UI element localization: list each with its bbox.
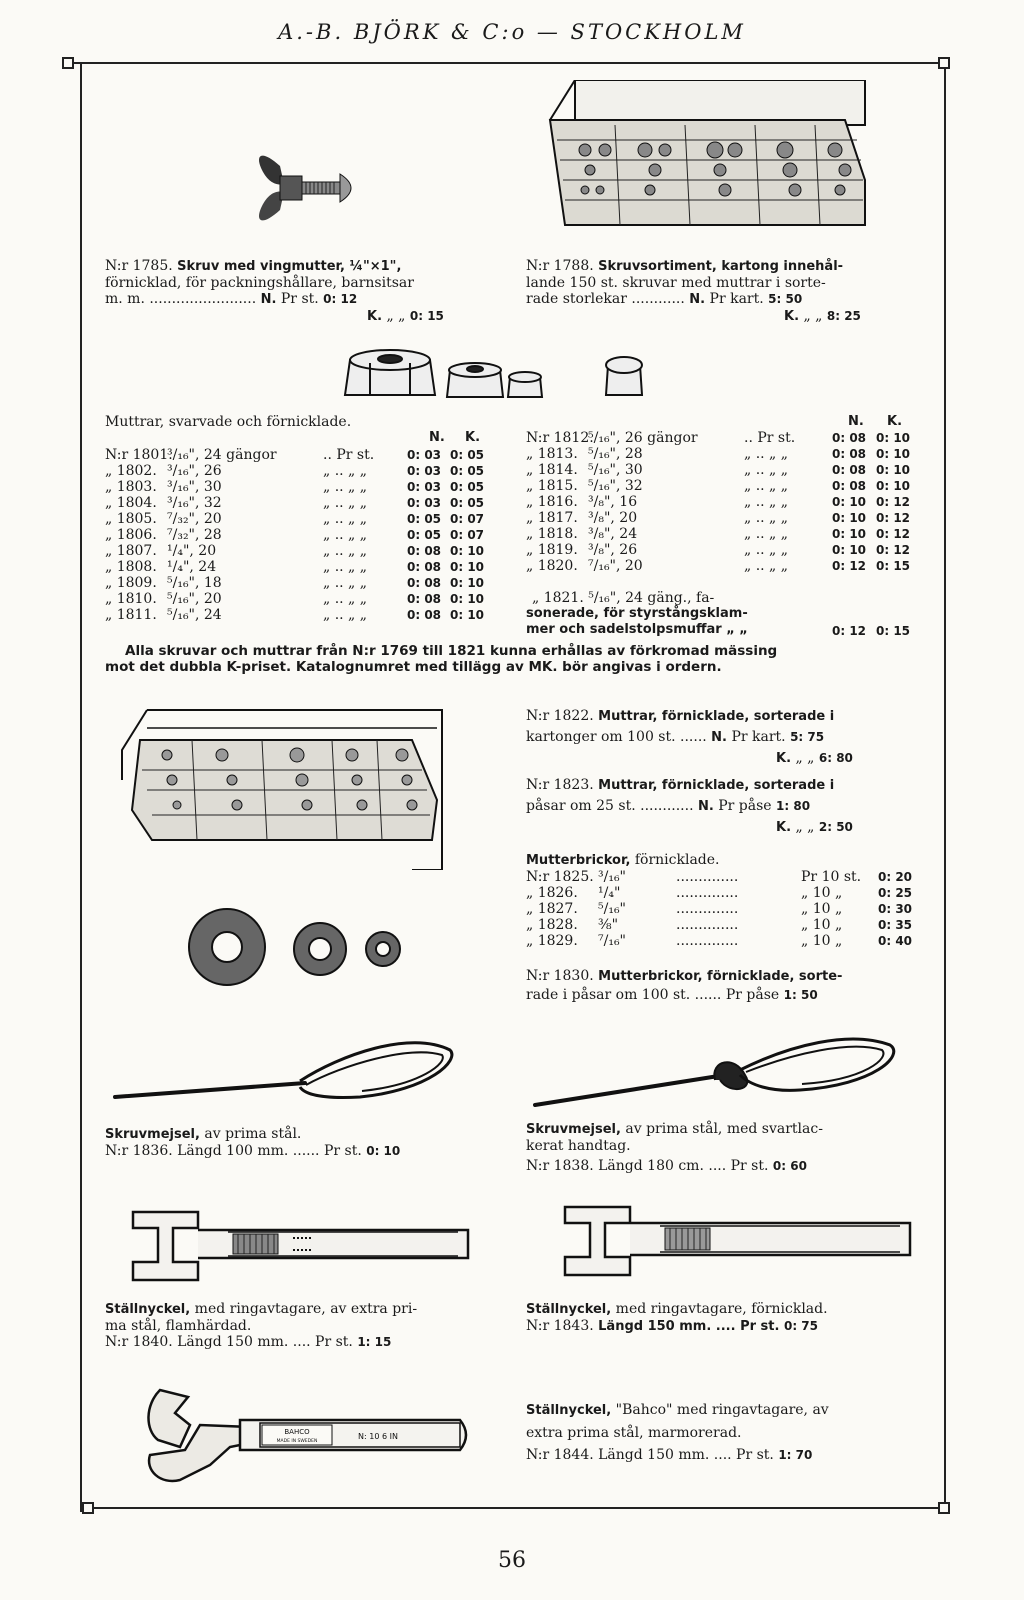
product-description: lande 150 st. skruvar med muttrar i sorte- <box>526 275 826 291</box>
price-k: 0: 10 <box>450 560 485 574</box>
price-k: 0: 10 <box>450 576 485 590</box>
price: 0: 40 <box>878 934 913 948</box>
price-k: 0: 05 <box>450 448 485 462</box>
page-number: 56 <box>498 1548 526 1573</box>
item-unit: Pr 10 st. <box>801 869 862 885</box>
item-number: „ 1809. <box>105 575 157 591</box>
product-description: „ 1821. ⁵/₁₆", 24 gäng., fa- <box>532 590 715 606</box>
price-class-k: K. <box>776 751 792 766</box>
leader-dots: .............. <box>676 869 739 885</box>
price-n: 5: 50 <box>768 292 803 306</box>
price-k: 0: 12 <box>876 527 911 541</box>
item-size: ⁵/₁₆", 26 gängor <box>588 430 698 446</box>
price-n: 0: 08 <box>832 447 867 461</box>
item-number: „ 1814. <box>526 462 578 478</box>
item-size: ⁵/₁₆", 28 <box>588 446 643 462</box>
table-row <box>105 607 505 623</box>
item-number: „ 1826. <box>526 885 578 901</box>
item-number: „ 1813. <box>526 446 578 462</box>
price-n: 0: 10 <box>832 527 867 541</box>
product-description: kartonger om 100 st. ...... <box>526 729 712 745</box>
price-k: 6: 80 <box>818 751 853 765</box>
price-class-k: K. <box>776 820 792 835</box>
wrench-1843-icon <box>560 1195 915 1290</box>
product-1821 <box>532 590 714 606</box>
price-n: 0: 12 <box>832 624 867 638</box>
item-size: ¹/₄", 20 <box>167 543 217 559</box>
item-unit: „ .. „ „ <box>323 575 368 591</box>
price-unit: Pr st. <box>276 291 324 307</box>
item-number: „ 1815. <box>526 478 578 494</box>
product-number: N:r 1822. <box>526 708 599 724</box>
table-row <box>526 430 946 446</box>
table-row <box>105 511 505 527</box>
ditto-marks: „ „ <box>799 308 827 324</box>
product-1844 <box>526 1399 829 1466</box>
item-size: ³/₁₆", 24 gängor <box>167 447 277 463</box>
table-row <box>526 478 946 494</box>
price-class-n: N. <box>260 292 277 307</box>
item-size: ³/₈", 26 <box>588 542 638 558</box>
item-unit: „ .. „ „ <box>323 463 368 479</box>
item-unit: „ .. „ „ <box>744 542 789 558</box>
price-k: 0: 10 <box>450 608 485 622</box>
item-unit: „ .. „ „ <box>323 495 368 511</box>
item-unit: „ 10 „ <box>801 933 843 949</box>
nut-assortment-box-icon <box>112 700 447 870</box>
price-n: 0: 03 <box>407 496 442 510</box>
item-unit: „ .. „ „ <box>744 462 789 478</box>
item-number: „ 1817. <box>526 510 578 526</box>
table-row <box>105 591 505 607</box>
price-k: 0: 07 <box>450 528 485 542</box>
price-n: 0: 08 <box>407 608 442 622</box>
item-number: „ 1806. <box>105 527 157 543</box>
price-k: 0: 10 <box>876 447 911 461</box>
item-number: „ 1828. <box>526 917 578 933</box>
washers-icon <box>185 905 410 990</box>
item-number: „ 1829. <box>526 933 578 949</box>
price-unit: Pr påse <box>713 798 777 814</box>
item-size: ⁷/₁₆", 20 <box>588 558 643 574</box>
product-number: N:r 1830. <box>526 968 599 984</box>
price: 1: 15 <box>357 1335 392 1349</box>
chrome-note-line2: mot det dubbla K-priset. Katalognumret med tillägg av MK. bör angivas i ordern. <box>105 659 722 675</box>
price-n: 0: 05 <box>407 512 442 526</box>
leader-dots: .............. <box>676 885 739 901</box>
item-size: ³/₈", 16 <box>588 494 638 510</box>
frame-top <box>68 62 950 64</box>
price-n: 0: 03 <box>407 464 442 478</box>
price-k: 0: 12 <box>876 495 911 509</box>
product-1785 <box>105 258 444 325</box>
frame-corner <box>938 1502 950 1514</box>
item-number: „ 1808. <box>105 559 157 575</box>
item-size: ³/₈", 20 <box>588 510 638 526</box>
item-unit: „ .. „ „ <box>744 478 789 494</box>
item-number: N:r 1825. <box>526 869 594 885</box>
item-unit: „ .. „ „ <box>323 559 368 575</box>
page-header: A.-B. BJÖRK & C:o — STOCKHOLM <box>278 20 746 44</box>
frame-corner <box>938 57 950 69</box>
bahco-wrench-icon <box>140 1385 475 1495</box>
product-1840 <box>105 1301 417 1350</box>
product-title: Muttrar, förnicklade, sorterade i <box>598 778 835 793</box>
table-row <box>526 542 946 558</box>
item-number: „ 1802. <box>105 463 157 479</box>
item-unit: .. Pr st. <box>323 447 375 463</box>
washers-title: Mutterbrickor, <box>526 853 631 868</box>
washers-table <box>526 869 946 949</box>
item-number: „ 1816. <box>526 494 578 510</box>
product-title: Ställnyckel, <box>105 1302 191 1317</box>
frame-right <box>944 62 946 1512</box>
product-description: extra prima stål, marmorerad. <box>526 1425 742 1441</box>
price-k: 2: 50 <box>818 820 853 834</box>
leader-dots: .............. <box>676 917 739 933</box>
ditto-marks: „ „ <box>791 750 819 766</box>
item-size: ⁵/₁₆", 32 <box>588 478 643 494</box>
table-row <box>105 463 505 479</box>
item-number: „ 1804. <box>105 495 157 511</box>
product-description: rade storlekar ............ <box>526 291 690 307</box>
price-k: 0: 05 <box>450 496 485 510</box>
item-unit: „ .. „ „ <box>323 511 368 527</box>
column-header-k: K. <box>887 414 903 429</box>
table-row <box>105 543 505 559</box>
leader-dots: .............. <box>676 901 739 917</box>
frame-bottom <box>88 1507 950 1509</box>
table-row <box>526 446 946 462</box>
item-unit: „ .. „ „ <box>744 558 789 574</box>
table-row <box>526 933 946 949</box>
price-n: 0: 05 <box>407 528 442 542</box>
product-number: N:r 1843. <box>526 1318 599 1334</box>
item-number: „ 1820. <box>526 558 578 574</box>
item-unit: .. Pr st. <box>744 430 796 446</box>
table-row <box>105 527 505 543</box>
price: 1: 70 <box>778 1448 813 1462</box>
screwdriver-1836-icon <box>110 1035 460 1120</box>
product-title: Ställnyckel, <box>526 1302 612 1317</box>
item-size: ³/₁₆", 32 <box>167 495 222 511</box>
price-n: 0: 08 <box>832 463 867 477</box>
item-size: ³/₁₆", 26 <box>167 463 222 479</box>
product-description: N:r 1840. Längd 150 mm. .... Pr st. <box>105 1334 358 1350</box>
price-n: 0: 08 <box>832 431 867 445</box>
hex-nuts-icon <box>340 345 670 410</box>
item-size: ¹/₄" <box>598 885 621 901</box>
price-k: 0: 15 <box>409 309 444 323</box>
item-number: „ 1803. <box>105 479 157 495</box>
price-k: 0: 12 <box>876 511 911 525</box>
price-k: 0: 10 <box>450 592 485 606</box>
price-n: 0: 03 <box>407 480 442 494</box>
nuts-table-right <box>526 430 946 574</box>
item-unit: „ .. „ „ <box>744 446 789 462</box>
table-row <box>526 885 946 901</box>
product-1822 <box>526 706 853 769</box>
table-row <box>105 447 505 463</box>
product-title: Skruv med vingmutter, ¼"×1", <box>177 259 402 274</box>
price-n: 0: 03 <box>407 448 442 462</box>
product-description: N:r 1838. Längd 180 cm. .... Pr st. <box>526 1158 773 1174</box>
item-unit: „ .. „ „ <box>744 494 789 510</box>
product-number: N:r 1788. <box>526 258 599 274</box>
price-n: 0: 08 <box>407 576 442 590</box>
price-unit: Pr kart. <box>727 729 791 745</box>
product-description: rade i påsar om 100 st. ...... Pr påse <box>526 987 784 1003</box>
price-k: 8: 25 <box>826 309 861 323</box>
price-k: 0: 15 <box>876 624 911 638</box>
item-size: ⁷/₁₆" <box>598 933 626 949</box>
product-description: Längd 150 mm. .... Pr st. <box>598 1319 784 1334</box>
product-description: med ringavtagare, förnicklad. <box>611 1301 828 1317</box>
price-unit: Pr kart. <box>705 291 769 307</box>
table-row <box>526 462 946 478</box>
product-1830 <box>526 967 842 1005</box>
price-class-n: N. <box>711 730 727 745</box>
item-size: ³/₈", 24 <box>588 526 638 542</box>
table-row <box>105 479 505 495</box>
screwdriver-1838-icon <box>530 1030 910 1115</box>
product-description: N:r 1844. Längd 150 mm. .... Pr st. <box>526 1447 779 1463</box>
bahco-brand-label: BAHCO <box>284 1428 310 1436</box>
item-unit: „ .. „ „ <box>744 510 789 526</box>
item-number: „ 1811. <box>105 607 157 623</box>
item-size: ⁵/₁₆" <box>598 901 626 917</box>
frame-corner <box>62 57 74 69</box>
table-row <box>526 917 946 933</box>
price-k: 0: 15 <box>876 559 911 573</box>
price-k: 0: 10 <box>876 431 911 445</box>
product-title: Muttrar, förnicklade, sorterade i <box>598 709 835 724</box>
ditto-marks: „ „ <box>791 819 819 835</box>
table-row <box>105 575 505 591</box>
price-n: 1: 80 <box>776 799 811 813</box>
product-title: Skruvmejsel, <box>526 1122 621 1137</box>
table-row <box>526 494 946 510</box>
table-row <box>526 901 946 917</box>
table-row <box>526 869 946 885</box>
item-unit: „ 10 „ <box>801 885 843 901</box>
item-number: „ 1805. <box>105 511 157 527</box>
table-row <box>526 526 946 542</box>
product-description: kerat handtag. <box>526 1138 631 1154</box>
price: 0: 30 <box>878 902 913 916</box>
product-1843 <box>526 1301 828 1335</box>
product-title: Ställnyckel, <box>526 1403 612 1418</box>
price: 0: 25 <box>878 886 913 900</box>
product-title: Skruvmejsel, <box>105 1127 200 1142</box>
price-k: 0: 05 <box>450 480 485 494</box>
price-n: 5: 75 <box>790 730 825 744</box>
product-1788 <box>526 258 861 325</box>
item-number: „ 1818. <box>526 526 578 542</box>
item-number: N:r 1801. <box>105 447 173 463</box>
item-size: ⁷/₃₂", 28 <box>167 527 222 543</box>
table-row <box>526 510 946 526</box>
table-row <box>105 559 505 575</box>
price-n: 0: 10 <box>832 543 867 557</box>
item-size: ⁵/₁₆", 24 <box>167 607 222 623</box>
item-number: „ 1810. <box>105 591 157 607</box>
price-class-k: K. <box>784 309 800 324</box>
product-1836 <box>105 1126 400 1159</box>
product-description: av prima stål. <box>199 1126 302 1142</box>
item-number: „ 1827. <box>526 901 578 917</box>
frame-corner <box>82 1502 94 1514</box>
price-n: 0: 08 <box>407 560 442 574</box>
price-n: 0: 10 <box>832 511 867 525</box>
price-class-k: K. <box>367 309 383 324</box>
item-number: „ 1819. <box>526 542 578 558</box>
price: 0: 75 <box>783 1319 818 1333</box>
column-header-n: N. <box>429 430 445 445</box>
price-class-n: N. <box>689 292 706 307</box>
price: 0: 20 <box>878 870 913 884</box>
product-1823 <box>526 775 853 838</box>
bahco-size-label: N: 10 6 IN <box>358 1432 398 1441</box>
washers-subtitle: förnicklade. <box>630 852 720 868</box>
price-n: 0: 12 <box>832 559 867 573</box>
nuts-heading: Muttrar, svarvade och förnicklade. <box>105 414 352 430</box>
price: 0: 60 <box>772 1159 807 1173</box>
item-size: ⅜" <box>598 917 619 933</box>
table-row <box>105 495 505 511</box>
item-size: ⁷/₃₂", 20 <box>167 511 222 527</box>
product-1838 <box>526 1121 823 1175</box>
frame-left <box>80 62 82 1512</box>
item-size: ³/₁₆" <box>598 869 626 885</box>
price-k: 0: 05 <box>450 464 485 478</box>
product-number: N:r 1823. <box>526 777 599 793</box>
item-size: ⁵/₁₆", 20 <box>167 591 222 607</box>
price-k: 0: 07 <box>450 512 485 526</box>
price-n: 0: 08 <box>407 544 442 558</box>
price: 0: 35 <box>878 918 913 932</box>
item-unit: „ .. „ „ <box>323 607 368 623</box>
product-description: av prima stål, med svartlac- <box>620 1121 823 1137</box>
chrome-note-line1: Alla skruvar och muttrar från N:r 1769 till 1821 kunna erhållas av förkromad mässing <box>125 643 778 659</box>
price-k: 0: 12 <box>876 543 911 557</box>
wrench-1840-icon <box>128 1200 473 1295</box>
item-unit: „ .. „ „ <box>323 527 368 543</box>
price-class-n: N. <box>697 799 714 814</box>
price: 1: 50 <box>783 988 818 1002</box>
item-unit: „ .. „ „ <box>323 543 368 559</box>
product-description: "Bahco" med ringavtagare, av <box>611 1402 829 1418</box>
ditto-marks: „ „ <box>382 308 410 324</box>
item-number: „ 1807. <box>105 543 157 559</box>
screw-assortment-box-icon <box>545 80 875 230</box>
product-description: sonerade, för styrstångsklam- <box>526 606 748 621</box>
price-n: 0: 08 <box>832 479 867 493</box>
table-row <box>526 558 946 574</box>
item-unit: „ 10 „ <box>801 901 843 917</box>
price-k: 0: 10 <box>876 479 911 493</box>
product-description: med ringavtagare, av extra pri- <box>190 1301 418 1317</box>
column-header-k: K. <box>465 430 481 445</box>
price-k: 0: 10 <box>450 544 485 558</box>
item-size: ¹/₄", 24 <box>167 559 217 575</box>
item-unit: „ .. „ „ <box>323 479 368 495</box>
product-number: N:r 1785. <box>105 258 178 274</box>
bahco-made-label: MADE IN SWEDEN <box>276 1439 318 1444</box>
product-description: mer och sadelstolpsmuffar „ „ <box>526 622 748 637</box>
item-number: N:r 1812. <box>526 430 594 446</box>
price-n: 0: 08 <box>407 592 442 606</box>
price: 0: 10 <box>366 1144 401 1158</box>
leader-dots: .............. <box>676 933 739 949</box>
product-description: förnicklad, för packningshållare, barnsitsar <box>105 275 414 291</box>
nuts-table-left <box>105 447 505 623</box>
product-description: påsar om 25 st. ............ <box>526 798 698 814</box>
item-size: ⁵/₁₆", 18 <box>167 575 222 591</box>
price-n: 0: 10 <box>832 495 867 509</box>
item-size: ³/₁₆", 30 <box>167 479 222 495</box>
product-description: N:r 1836. Längd 100 mm. ...... Pr st. <box>105 1143 367 1159</box>
price-k: 0: 10 <box>876 463 911 477</box>
item-size: ⁵/₁₆", 30 <box>588 462 643 478</box>
item-unit: „ .. „ „ <box>323 591 368 607</box>
product-description: m. m. ........................ <box>105 291 261 307</box>
column-header-n: N. <box>848 414 864 429</box>
price-n: 0: 12 <box>323 292 358 306</box>
item-unit: „ .. „ „ <box>744 526 789 542</box>
product-title: Mutterbrickor, förnicklade, sorte- <box>598 969 843 984</box>
product-description: ma stål, flamhärdad. <box>105 1318 252 1334</box>
wing-screw-icon <box>250 148 375 233</box>
washers-heading <box>526 852 720 869</box>
item-unit: „ 10 „ <box>801 917 843 933</box>
product-title: Skruvsortiment, kartong innehål- <box>598 259 844 274</box>
